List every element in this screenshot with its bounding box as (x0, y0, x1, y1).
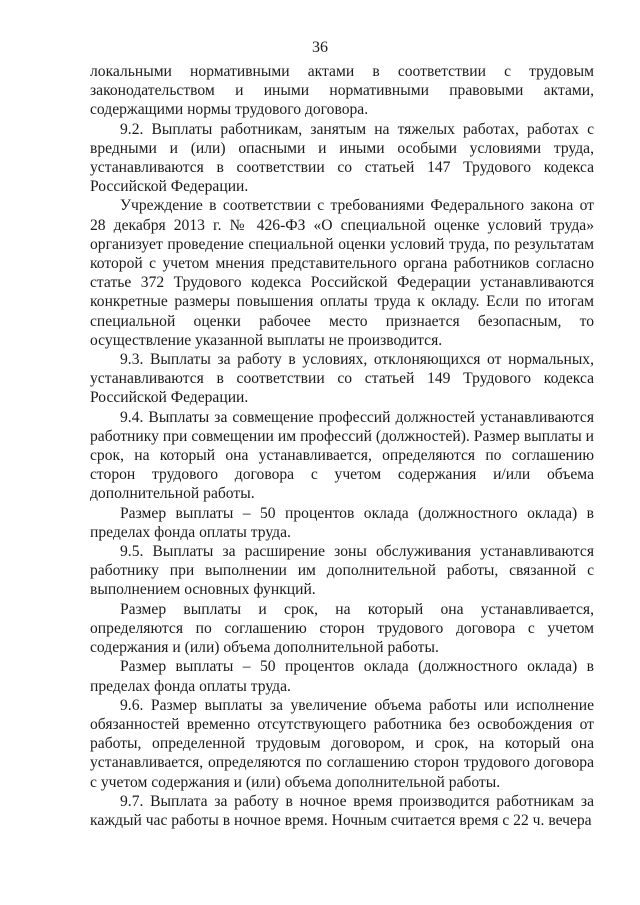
paragraph-9-7: 9.7. Выплата за работу в ночное время производится работникам за каждый час работы в ночное время. Ночным считается время с 22 ч. вечера (90, 792, 594, 829)
document-body (90, 62, 594, 830)
paragraph-payment-size-combining: Размер выплаты – 50 процентов оклада (должностного оклада) в пределах фонда оплаты труда. (90, 504, 594, 541)
paragraph-continuation: локальными нормативными актами в соответствии с трудовым законодательством и иными нормативными правовыми актами, содержащими нормы трудового договора. (90, 63, 594, 119)
paragraph-9-6: 9.6. Размер выплаты за увеличение объема работы или исполнение обязанностей временно отсутствующего работника без освобождения от работы, определенной трудовым договором, и срок, на который она устанавливается, определяются по соглашению сторон трудового договора с учетом содержания и (или) объема дополнительной работы. (90, 696, 594, 791)
paragraph-payment-term-expansion: Размер выплаты и срок, на который она устанавливается, определяются по соглашению сторон трудового договора с учетом содержания и (или) объема дополнительной работы. (90, 600, 594, 657)
paragraph-9-3: 9.3. Выплаты за работу в условиях, отклоняющихся от нормальных, устанавливаются в соответствии со статьей 149 Трудового кодекса Российской Федерации. (90, 351, 594, 407)
paragraph-9-4: 9.4. Выплаты за совмещение профессий должностей устанавливаются работнику при совмещении им профессий (должностей). Размер выплаты и срок, на который она устанавливается, определяются по соглашению сторон трудового договора с учетом содержания и/или объема дополнительной работы. (90, 408, 594, 503)
paragraph-9-2: 9.2. Выплаты работникам, занятым на тяжелых работах, работах с вредными и (или) опасными и иными особыми условиями труда, устанавливаются в соответствии со статьей 147 Трудового кодекса Российской Федерации. (90, 120, 594, 196)
paragraph-special-assessment: Учреждение в соответствии с требованиями Федерального закона от 28 декабря 2013 г. № 426-ФЗ «О специальной оценке условий труда» организует проведение специальной оценки условий труда, по результатам которой с учетом мнения представительного органа работников согласно статье 372 Трудового кодекса Российской Федерации устанавливаются конкретные размеры повышения оплаты труда к окладу. Если по итогам специальной оценки рабочее место признается безопасным, то осуществление указанной выплаты не производится. (90, 197, 594, 349)
page-number: 36 (312, 39, 328, 56)
paragraph-payment-size-expansion: Размер выплаты – 50 процентов оклада (должностного оклада) в пределах фонда оплаты труда. (90, 658, 594, 695)
paragraph-9-5: 9.5. Выплаты за расширение зоны обслуживания устанавливаются работнику при выполнении им дополнительной работы, связанной с выполнением основных функций. (90, 543, 594, 599)
